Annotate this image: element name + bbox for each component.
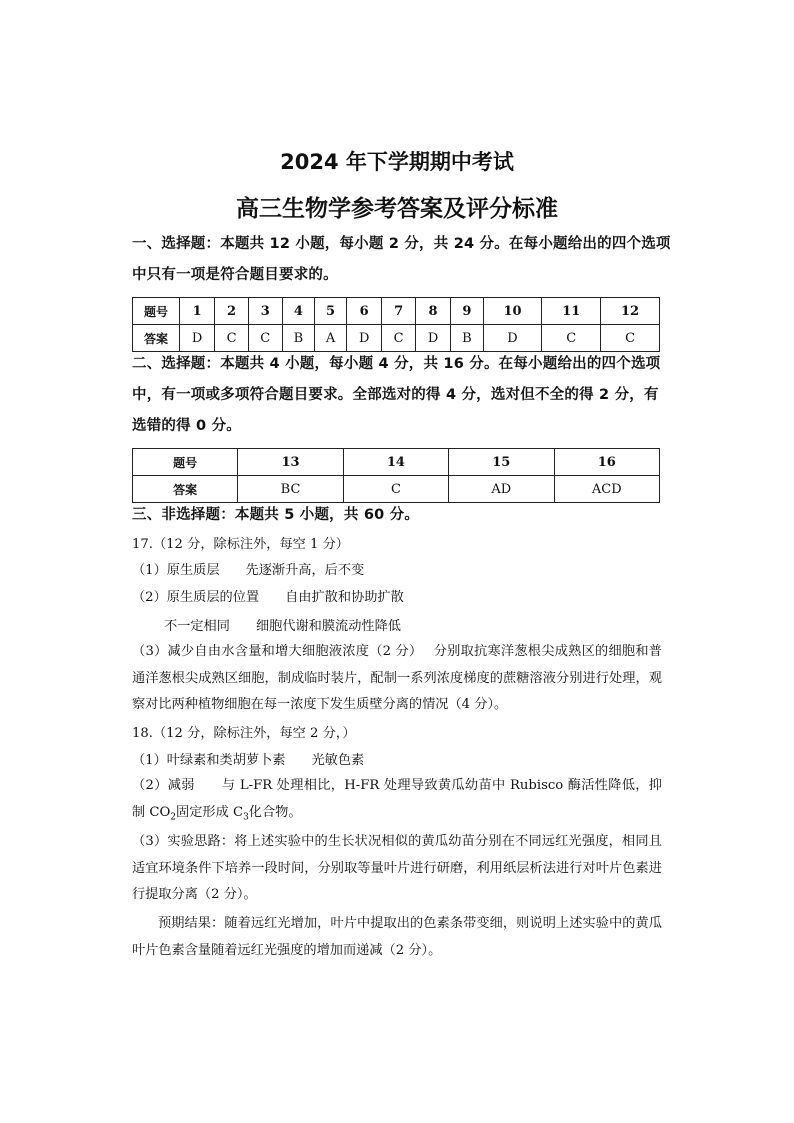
q17-part1-answer-a: （1）原生质层	[132, 563, 220, 578]
section2-answer-table	[132, 448, 660, 503]
exam-title: 2024 年下学期期中考试	[280, 150, 514, 174]
q17-header: 17.（12 分，除标注外，每空 1 分）	[132, 537, 349, 552]
section2-heading: 二、选择题：本题共 4 小题，每小题 4 分，共 16 分。在每小题给出的四个选项中，有一项或多项符合题目要求。全部选对的得 4 分，选对但不全的得 2 分，有选错的得 0 分。	[132, 356, 661, 434]
q18-part2	[132, 773, 662, 831]
answer-cell: B	[451, 325, 484, 352]
q18-part2-text: 固定形成 C	[176, 804, 244, 820]
answer-cell: C	[215, 325, 249, 352]
q17-part3: （3）减少自由水含量和增大细胞液浓度（2 分） 分别取抗寒洋葱根尖成熟区的细胞和普通洋葱根尖成熟区细胞，制成临时装片，配制一系列浓度梯度的蔗糖溶液分别进行处理，观察对比两种植物细胞在每一浓度下发生质壁分离的情况（4 分）。	[132, 644, 662, 712]
q17-part2	[132, 588, 672, 608]
q18-part1-answer-b: 光敏色素	[311, 753, 365, 768]
row-label-question: 题号	[133, 449, 238, 476]
answer-cell: BC	[238, 476, 343, 503]
question-number: 11	[542, 298, 601, 325]
table-row-questions	[133, 298, 660, 325]
answer-cell: C	[542, 325, 601, 352]
question-number: 8	[415, 298, 450, 325]
question-number: 14	[343, 449, 448, 476]
q18-expected-result: 预期结果：随着远红光增加，叶片中提取出的色素条带变细，则说明上述实验中的黄瓜叶片色素含量随着远红光强度的增加而递减（2 分）。	[132, 916, 662, 958]
q18-part3: （3）实验思路：将上述实验中的生长状况相似的黄瓜幼苗分别在不同远红光强度，相同且适宜环境条件下培养一段时间，分别取等量叶片进行研磨，利用纸层析法进行对叶片色素进行提取分离（2 分）。	[132, 834, 662, 902]
q17-part1	[132, 561, 672, 581]
q17-part2-continued	[164, 617, 704, 637]
q17-part2-answer-c: 不一定相同	[164, 619, 230, 634]
q17-part2-answer-d: 细胞代谢和膜流动性降低	[255, 619, 401, 634]
table-row-answers	[133, 325, 660, 352]
table-row-answers	[133, 476, 660, 503]
question-number: 12	[601, 298, 660, 325]
q17-part1-answer-b: 先逐渐升高，后不变	[245, 563, 365, 578]
section1-answer-table	[132, 297, 660, 352]
answer-cell: D	[415, 325, 450, 352]
question-number: 15	[449, 449, 554, 476]
question-number: 2	[215, 298, 249, 325]
question-number: 5	[315, 298, 347, 325]
question-number: 16	[554, 449, 660, 476]
answer-cell: C	[601, 325, 660, 352]
section3-heading: 三、非选择题：本题共 5 小题，共 60 分。	[132, 507, 420, 523]
answer-cell: B	[282, 325, 315, 352]
question-number: 4	[282, 298, 315, 325]
q18-header: 18.（12 分，除标注外，每空 2 分，）	[132, 726, 356, 741]
subscript: 2	[170, 812, 177, 823]
q18-part2-text: 化合物。	[248, 804, 302, 820]
answer-cell: C	[382, 325, 416, 352]
row-label-answer: 答案	[133, 476, 238, 503]
row-label-question: 题号	[133, 298, 180, 325]
table-row-questions	[133, 449, 660, 476]
answer-cell: D	[483, 325, 542, 352]
answer-cell: ACD	[554, 476, 660, 503]
section1-heading: 一、选择题：本题共 12 小题，每小题 2 分，共 24 分。在每小题给出的四个选项中只有一项是符合题目要求的。	[132, 236, 671, 283]
q18-part1	[132, 751, 672, 771]
question-number: 7	[382, 298, 416, 325]
answer-cell: D	[180, 325, 215, 352]
q17-part2-answer-a: （2）原生质层的位置	[132, 590, 260, 605]
answer-cell: A	[315, 325, 347, 352]
answer-cell: C	[343, 476, 448, 503]
question-number: 9	[451, 298, 484, 325]
q17-part2-answer-b: 自由扩散和协助扩散	[285, 590, 404, 605]
question-number: 10	[483, 298, 542, 325]
answer-cell: AD	[449, 476, 554, 503]
row-label-answer: 答案	[133, 325, 180, 352]
question-number: 3	[248, 298, 282, 325]
answer-cell: C	[248, 325, 282, 352]
question-number: 1	[180, 298, 215, 325]
document-title: 高三生物学参考答案及评分标准	[236, 196, 558, 222]
subscript: 3	[243, 812, 249, 823]
q18-part2-text: （2）减弱 与 L-FR 处理相比，H-FR 处理导致黄瓜幼苗中 Rubisco 酶活性降低，抑制 CO	[132, 778, 662, 820]
q18-part1-answer-a: （1）叶绿素和类胡萝卜素	[132, 753, 286, 768]
answer-cell: D	[347, 325, 382, 352]
question-number: 6	[347, 298, 382, 325]
question-number: 13	[238, 449, 343, 476]
